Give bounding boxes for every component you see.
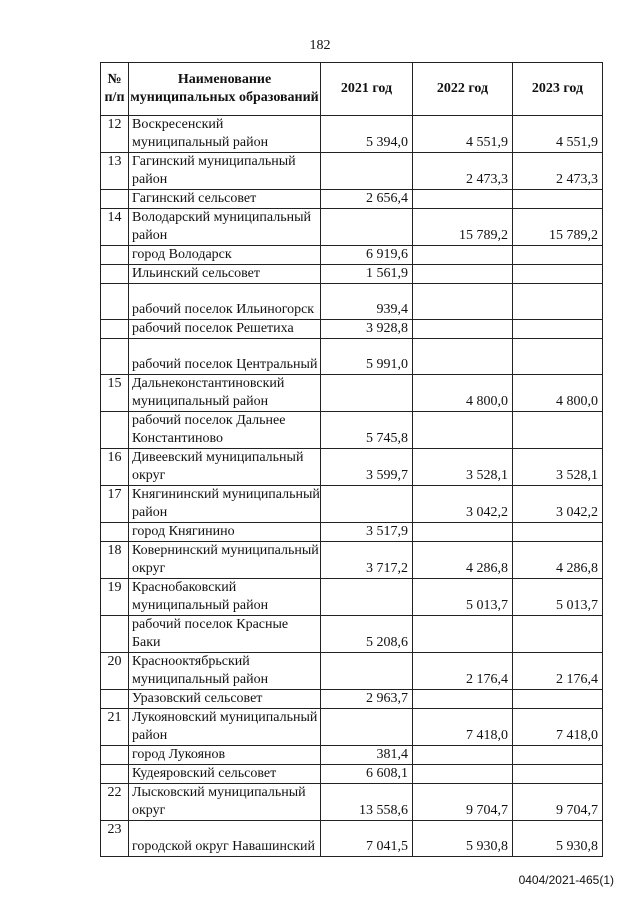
table-row	[101, 653, 603, 690]
row-number: 23	[101, 821, 129, 857]
value-2022: 2 176,4	[413, 653, 513, 690]
document-code: 0404/2021-465(1)	[518, 873, 614, 887]
value-2021: 3 717,2	[321, 542, 413, 579]
row-number: 18	[101, 542, 129, 579]
row-number	[101, 320, 129, 339]
value-2022: 4 800,0	[413, 375, 513, 412]
value-2022	[413, 746, 513, 765]
municipality-name: Лукояновский муниципальный район	[129, 709, 321, 746]
value-2023	[513, 320, 603, 339]
value-2022: 7 418,0	[413, 709, 513, 746]
value-2022: 5 930,8	[413, 821, 513, 857]
municipality-name: рабочий поселок Дальнее Константиново	[129, 412, 321, 449]
row-number: 13	[101, 153, 129, 190]
municipality-name: Краснобаковский муниципальный район	[129, 579, 321, 616]
municipality-name: город Княгинино	[129, 523, 321, 542]
value-2022	[413, 690, 513, 709]
value-2023	[513, 616, 603, 653]
value-2021: 5 991,0	[321, 339, 413, 375]
row-number: 14	[101, 209, 129, 246]
municipality-name: Кудеяровский сельсовет	[129, 765, 321, 784]
value-2021: 381,4	[321, 746, 413, 765]
row-number: 21	[101, 709, 129, 746]
row-number: 16	[101, 449, 129, 486]
row-number	[101, 190, 129, 209]
municipality-name: Гагинский муниципальный район	[129, 153, 321, 190]
row-number	[101, 284, 129, 320]
value-2023: 3 528,1	[513, 449, 603, 486]
value-2023: 15 789,2	[513, 209, 603, 246]
table-row	[101, 116, 603, 153]
value-2021	[321, 375, 413, 412]
value-2023	[513, 190, 603, 209]
value-2021: 5 394,0	[321, 116, 413, 153]
value-2023	[513, 765, 603, 784]
value-2021: 13 558,6	[321, 784, 413, 821]
municipality-name: город Володарск	[129, 246, 321, 265]
row-number: 12	[101, 116, 129, 153]
value-2021: 1 561,9	[321, 265, 413, 284]
value-2022	[413, 320, 513, 339]
municipality-name: рабочий поселок Центральный	[129, 339, 321, 375]
table-row	[101, 320, 603, 339]
table-row	[101, 746, 603, 765]
value-2022	[413, 523, 513, 542]
value-2022: 3 042,2	[413, 486, 513, 523]
value-2023: 2 176,4	[513, 653, 603, 690]
table-row	[101, 449, 603, 486]
value-2021: 7 041,5	[321, 821, 413, 857]
row-number: 20	[101, 653, 129, 690]
table-row	[101, 784, 603, 821]
municipality-name: Княгининский муниципальный район	[129, 486, 321, 523]
table-row	[101, 339, 603, 375]
value-2023	[513, 690, 603, 709]
value-2021: 2 656,4	[321, 190, 413, 209]
table-row	[101, 523, 603, 542]
value-2022	[413, 246, 513, 265]
row-number: 22	[101, 784, 129, 821]
value-2021	[321, 209, 413, 246]
value-2023: 5 930,8	[513, 821, 603, 857]
value-2022	[413, 190, 513, 209]
value-2022: 4 286,8	[413, 542, 513, 579]
table-row	[101, 153, 603, 190]
table-row	[101, 375, 603, 412]
municipality-name: рабочий поселок Ильиногорск	[129, 284, 321, 320]
value-2022: 3 528,1	[413, 449, 513, 486]
value-2023	[513, 265, 603, 284]
value-2023	[513, 412, 603, 449]
value-2023: 2 473,3	[513, 153, 603, 190]
row-number	[101, 412, 129, 449]
value-2022	[413, 765, 513, 784]
table-header-row	[101, 63, 603, 116]
municipality-name: Дальнеконстантиновский муниципальный район	[129, 375, 321, 412]
table-row	[101, 246, 603, 265]
table-row	[101, 616, 603, 653]
table-row	[101, 765, 603, 784]
value-2022: 15 789,2	[413, 209, 513, 246]
municipality-name: рабочий поселок Решетиха	[129, 320, 321, 339]
table-row	[101, 486, 603, 523]
value-2021: 939,4	[321, 284, 413, 320]
row-number: 15	[101, 375, 129, 412]
municipality-name: Ковернинский муниципальный округ	[129, 542, 321, 579]
table-row	[101, 542, 603, 579]
value-2021: 3 599,7	[321, 449, 413, 486]
row-number	[101, 765, 129, 784]
municipality-name: Воскресенский муниципальный район	[129, 116, 321, 153]
row-number	[101, 246, 129, 265]
row-number	[101, 523, 129, 542]
table-row	[101, 690, 603, 709]
value-2023: 4 551,9	[513, 116, 603, 153]
value-2021: 3 517,9	[321, 523, 413, 542]
table-row	[101, 209, 603, 246]
column-header-name: Наименование муниципальных образований	[129, 63, 321, 116]
municipality-name: Дивеевский муниципальный округ	[129, 449, 321, 486]
value-2022: 4 551,9	[413, 116, 513, 153]
row-number: 19	[101, 579, 129, 616]
column-header-2023: 2023 год	[513, 63, 603, 116]
municipality-name: рабочий поселок Красные Баки	[129, 616, 321, 653]
value-2022	[413, 265, 513, 284]
value-2021: 6 919,6	[321, 246, 413, 265]
value-2022: 9 704,7	[413, 784, 513, 821]
value-2022	[413, 616, 513, 653]
municipality-name: город Лукоянов	[129, 746, 321, 765]
table-row	[101, 709, 603, 746]
value-2022	[413, 412, 513, 449]
table-row	[101, 190, 603, 209]
value-2022: 5 013,7	[413, 579, 513, 616]
value-2023: 3 042,2	[513, 486, 603, 523]
value-2023	[513, 284, 603, 320]
table-row	[101, 284, 603, 320]
municipality-name: Володарский муниципальный район	[129, 209, 321, 246]
value-2023: 9 704,7	[513, 784, 603, 821]
municipality-name: Краснооктябрьский муниципальный район	[129, 653, 321, 690]
value-2023	[513, 523, 603, 542]
column-header-2022: 2022 год	[413, 63, 513, 116]
value-2023: 7 418,0	[513, 709, 603, 746]
column-header-2021: 2021 год	[321, 63, 413, 116]
municipality-name: Гагинский сельсовет	[129, 190, 321, 209]
municipality-name: Ильинский сельсовет	[129, 265, 321, 284]
value-2023	[513, 746, 603, 765]
page-number: 182	[309, 38, 331, 53]
budget-table	[100, 62, 603, 857]
row-number: 17	[101, 486, 129, 523]
value-2023	[513, 339, 603, 375]
value-2023: 5 013,7	[513, 579, 603, 616]
value-2022	[413, 284, 513, 320]
value-2021	[321, 153, 413, 190]
municipality-name: городской округ Навашинский	[129, 821, 321, 857]
value-2021	[321, 579, 413, 616]
value-2023: 4 800,0	[513, 375, 603, 412]
value-2022: 2 473,3	[413, 153, 513, 190]
column-header-number: № п/п	[101, 63, 129, 116]
value-2021: 5 745,8	[321, 412, 413, 449]
row-number	[101, 265, 129, 284]
value-2021	[321, 486, 413, 523]
municipality-name: Лысковский муниципальный округ	[129, 784, 321, 821]
table-row	[101, 579, 603, 616]
row-number	[101, 616, 129, 653]
value-2021: 2 963,7	[321, 690, 413, 709]
value-2021	[321, 709, 413, 746]
table-row	[101, 265, 603, 284]
value-2021: 6 608,1	[321, 765, 413, 784]
table-body	[101, 116, 603, 857]
row-number	[101, 339, 129, 375]
row-number	[101, 746, 129, 765]
value-2021	[321, 653, 413, 690]
municipality-name: Уразовский сельсовет	[129, 690, 321, 709]
value-2022	[413, 339, 513, 375]
value-2023: 4 286,8	[513, 542, 603, 579]
table-row	[101, 412, 603, 449]
value-2021: 5 208,6	[321, 616, 413, 653]
table-row	[101, 821, 603, 857]
row-number	[101, 690, 129, 709]
value-2023	[513, 246, 603, 265]
value-2021: 3 928,8	[321, 320, 413, 339]
